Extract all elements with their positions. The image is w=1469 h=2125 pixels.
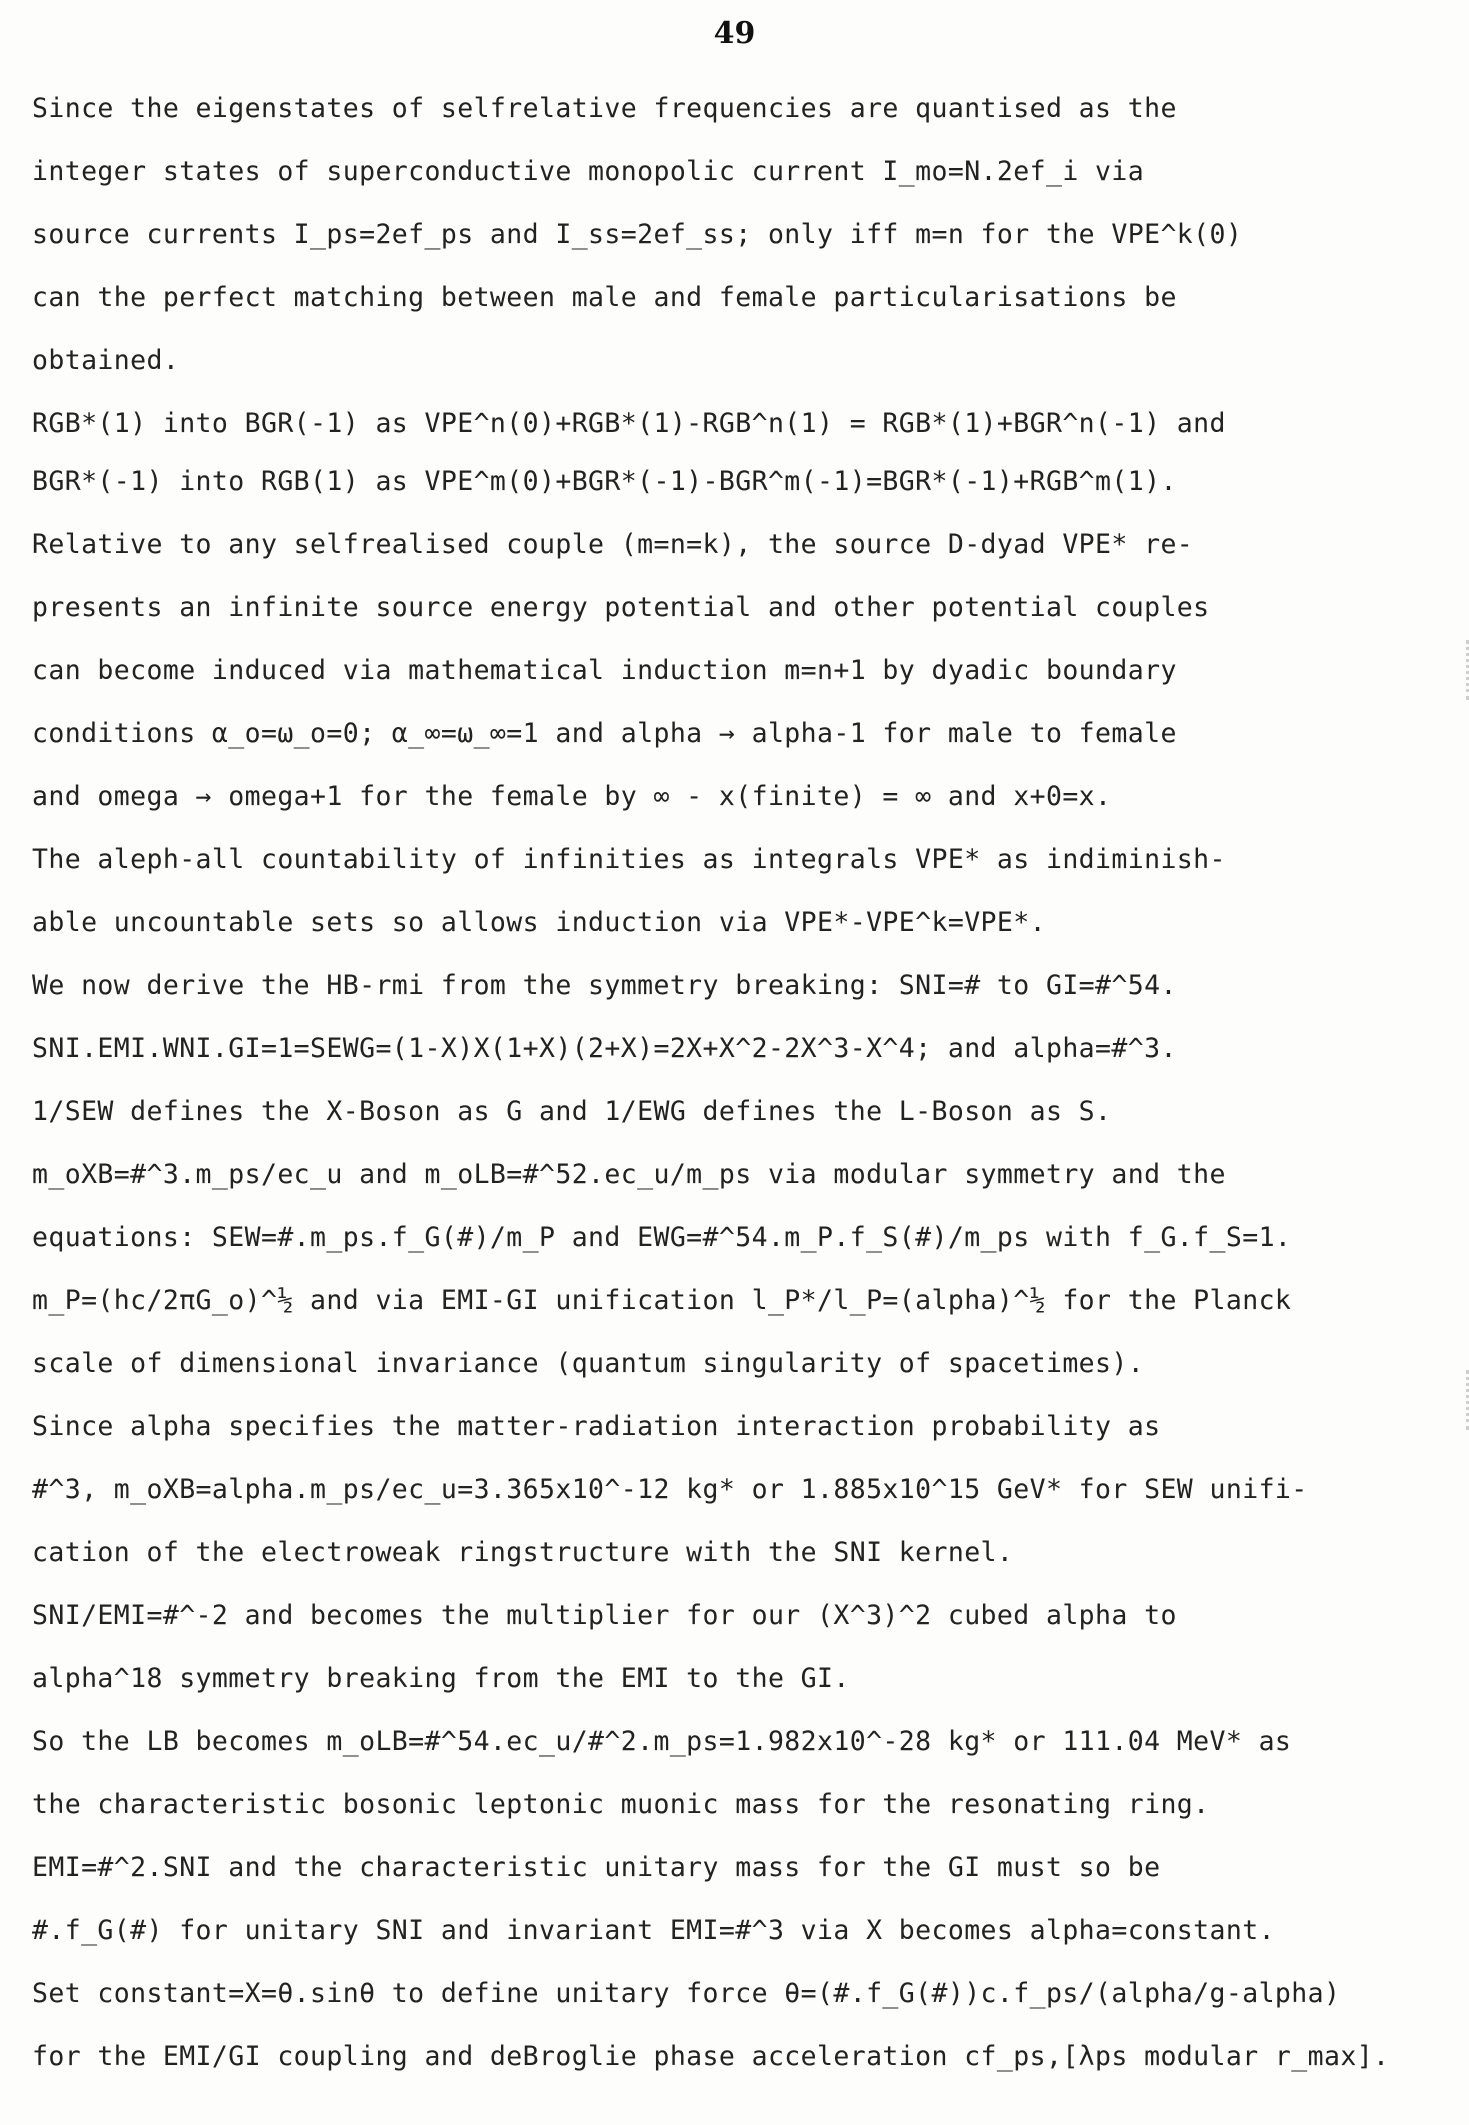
text-line: able uncountable sets so allows induction via VPE*-VPE^k=VPE*. [32,907,1046,938]
text-line: scale of dimensional invariance (quantum singularity of spacetimes). [32,1348,1145,1379]
text-line: RGB*(1) into BGR(-1) as VPE^n(0)+RGB*(1)-RGB^n(1) = RGB*(1)+BGR^n(-1) and [32,408,1226,439]
text-line: integer states of superconductive monopolic current I_mo=N.2ef_i via [32,156,1145,187]
text-line: conditions α_o=ω_o=0; α_∞=ω_∞=1 and alpha → alpha-1 for male to female [32,718,1177,749]
text-line: #.f_G(#) for unitary SNI and invariant EMI=#^3 via X becomes alpha=constant. [32,1915,1275,1946]
text-line: obtained. [32,345,180,376]
page-number: 49 [713,16,756,51]
text-line: the characteristic bosonic leptonic muonic mass for the resonating ring. [32,1789,1210,1820]
text-line: alpha^18 symmetry breaking from the EMI to the GI. [32,1663,850,1694]
document-body [32,94,1442,2072]
text-line: can the perfect matching between male and female particularisations be [32,282,1177,313]
text-line: So the LB becomes m_oLB=#^54.ec_u/#^2.m_ps=1.982x10^-28 kg* or 111.04 MeV* as [32,1726,1292,1757]
text-line: Since alpha specifies the matter-radiation interaction probability as [32,1411,1161,1442]
scan-margin-mark [1452,1370,1469,1430]
text-line: EMI=#^2.SNI and the characteristic unitary mass for the GI must so be [32,1852,1161,1883]
text-line: cation of the electroweak ringstructure with the SNI kernel. [32,1537,1014,1568]
text-line: can become induced via mathematical induction m=n+1 by dyadic boundary [32,655,1177,686]
text-line: SNI/EMI=#^-2 and becomes the multiplier for our (X^3)^2 cubed alpha to [32,1600,1177,1631]
text-line: The aleph-all countability of infinities as integrals VPE* as indiminish- [32,844,1226,875]
text-line: for the EMI/GI coupling and deBroglie phase acceleration cf_ps,[λps modular r_max]. [32,2041,1390,2072]
text-line: SNI.EMI.WNI.GI=1=SEWG=(1-X)X(1+X)(2+X)=2X+X^2-2X^3-X^4; and alpha=#^3. [32,1033,1177,1064]
text-line: Set constant=X=θ.sinθ to define unitary force θ=(#.f_G(#))c.f_ps/(alpha/g-alpha) [32,1978,1341,2009]
text-line: m_oXB=#^3.m_ps/ec_u and m_oLB=#^52.ec_u/m_ps via modular symmetry and the [32,1159,1226,1190]
text-line: 1/SEW defines the X-Boson as G and 1/EWG defines the L-Boson as S. [32,1096,1112,1127]
text-line: and omega → omega+1 for the female by ∞ - x(finite) = ∞ and x+0=x. [32,781,1112,812]
text-line: m_P=(hc/2πG_o)^½ and via EMI-GI unification l_P*/l_P=(alpha)^½ for the Planck [32,1285,1292,1316]
text-line: source currents I_ps=2ef_ps and I_ss=2ef_ss; only iff m=n for the VPE^k(0) [32,219,1243,250]
scan-margin-mark [1452,640,1469,700]
text-line: #^3, m_oXB=alpha.m_ps/ec_u=3.365x10^-12 kg* or 1.885x10^15 GeV* for SEW unifi- [32,1474,1308,1505]
text-line: Since the eigenstates of selfrelative frequencies are quantised as the [32,93,1177,124]
text-line: BGR*(-1) into RGB(1) as VPE^m(0)+BGR*(-1)-BGR^m(-1)=BGR*(-1)+RGB^m(1). [32,466,1177,497]
text-line: equations: SEW=#.m_ps.f_G(#)/m_P and EWG=#^54.m_P.f_S(#)/m_ps with f_G.f_S=1. [32,1222,1292,1253]
text-line: presents an infinite source energy potential and other potential couples [32,592,1210,623]
text-line: Relative to any selfrealised couple (m=n=k), the source D-dyad VPE* re- [32,529,1194,560]
text-line: We now derive the HB-rmi from the symmetry breaking: SNI=# to GI=#^54. [32,970,1177,1001]
